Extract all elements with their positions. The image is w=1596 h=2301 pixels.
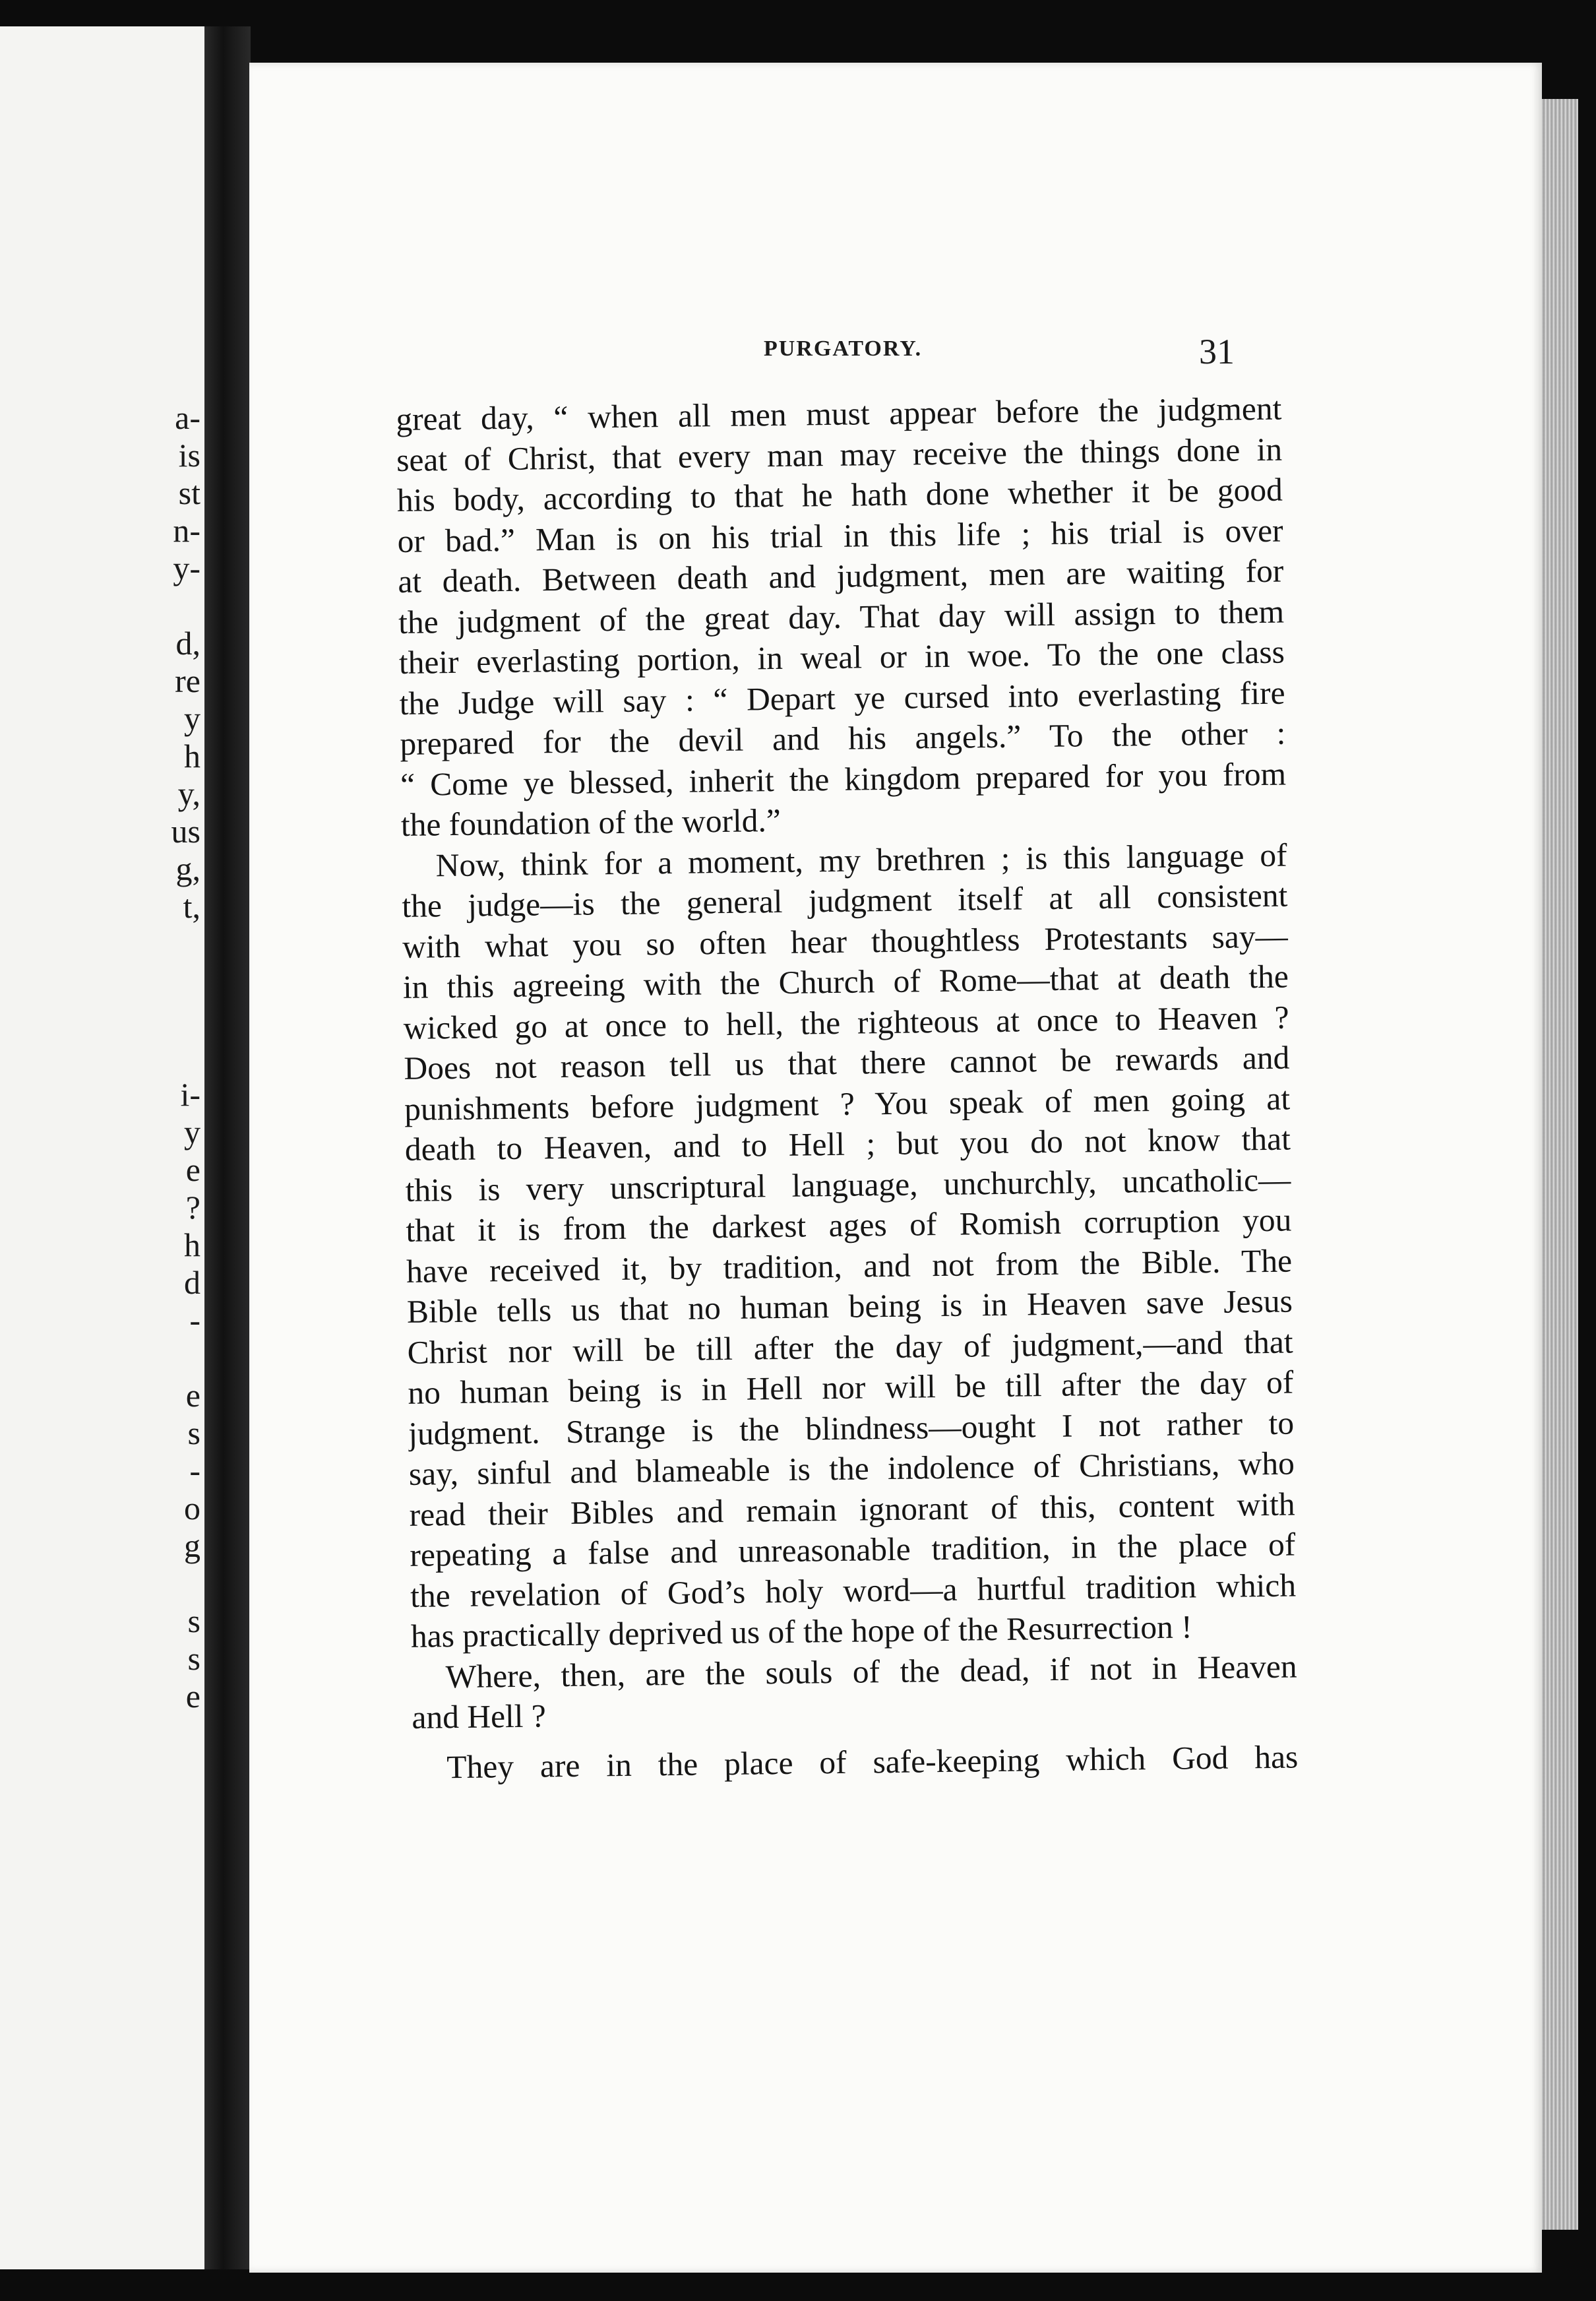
previous-page-text-fragments xyxy=(121,399,200,1715)
text-line: the revelation of God’s holy word—a hurtful tradition which xyxy=(410,1566,1297,1614)
text-line: Now, think for a moment, my brethren ; is this language of xyxy=(435,836,1287,883)
fragment-line: - xyxy=(189,1452,200,1489)
fragment-line xyxy=(121,1038,200,1076)
text-line: read their Bibles and remain ignorant of this, content with xyxy=(409,1485,1295,1533)
fragment-line: y, xyxy=(177,775,200,812)
book-gutter xyxy=(204,26,251,2269)
fragment-line: re xyxy=(175,662,200,699)
paragraph-2 xyxy=(401,835,1297,1656)
text-line: death to Heaven, and to Hell ; but you do not know that xyxy=(404,1120,1291,1168)
fragment-line: h xyxy=(184,738,200,774)
fragment-line: y xyxy=(184,700,200,737)
page-number: 31 xyxy=(1199,332,1235,371)
fragment-line: d, xyxy=(175,625,200,662)
text-line: that it is from the darkest ages of Romish corruption you xyxy=(406,1201,1292,1249)
text-line: the Judge will say : “ Depart ye cursed into everlasting fire xyxy=(399,674,1285,722)
paragraph-1 xyxy=(396,389,1287,846)
fragment-line xyxy=(121,587,200,625)
previous-page xyxy=(0,26,204,2269)
text-line: repeating a false and unreasonable tradition, in the place of xyxy=(410,1526,1296,1573)
fragment-line xyxy=(121,926,200,963)
page-31 xyxy=(249,63,1542,2273)
fragment-line xyxy=(121,1001,200,1038)
text-line: the judgment of the great day. That day will assign to them xyxy=(398,593,1285,641)
paragraph-4 xyxy=(412,1736,1299,1788)
text-line: his body, according to that he hath done whether it be good xyxy=(396,471,1283,519)
fragment-line: o xyxy=(184,1490,200,1527)
text-line: with what you so often hear thoughtless Protestants say— xyxy=(402,918,1289,965)
text-line: have received it, by tradition, and not from the Bible. The xyxy=(406,1242,1293,1290)
text-line: Where, then, are the souls of the dead, if not in Heaven xyxy=(445,1647,1297,1695)
text-line: has practically deprived us of the hope of the Resurrection ! xyxy=(410,1608,1193,1655)
text-line: judgment. Strange is the blindness—ought I not rather to xyxy=(408,1404,1295,1452)
text-line: Christ nor will be till after the day of judgment,—and that xyxy=(407,1323,1293,1371)
fragment-line: s xyxy=(187,1414,200,1451)
fragment-line: e xyxy=(185,1377,200,1414)
fragment-line: e xyxy=(185,1151,200,1188)
fragment-line: d xyxy=(184,1264,200,1301)
text-line: They are in the place of safe-keeping which God has xyxy=(446,1738,1299,1785)
text-line: and Hell ? xyxy=(412,1697,547,1736)
text-line: this is very unscriptural language, unchurchly, uncatholic— xyxy=(405,1161,1291,1209)
fragment-line: ? xyxy=(185,1189,200,1226)
fragment-line: n- xyxy=(173,512,200,549)
fragment-line: st xyxy=(178,474,200,511)
text-line: or bad.” Man is on his trial in this life ; his trial is over xyxy=(397,512,1283,559)
fragment-line: g xyxy=(184,1527,200,1564)
text-line: at death. Between death and judgment, men are waiting for xyxy=(398,552,1284,600)
page-block-edge xyxy=(1542,99,1578,2230)
text-line: punishments before judgment ? You speak of men going at xyxy=(404,1080,1291,1127)
running-head: PURGATORY. xyxy=(764,336,923,361)
text-line: Bible tells us that no human being is in Heaven save Jesus xyxy=(406,1282,1293,1330)
body-text xyxy=(396,389,1299,1788)
fragment-line xyxy=(121,1565,200,1602)
fragment-line: t, xyxy=(183,888,200,925)
text-line: in this agreeing with the Church of Rome—that at death the xyxy=(402,958,1289,1005)
fragment-line: y xyxy=(184,1114,200,1150)
text-line: their everlasting portion, in weal or in woe. To the one class xyxy=(398,633,1285,681)
text-line: seat of Christ, that every man may receive the things done in xyxy=(396,431,1283,478)
fragment-line xyxy=(121,1339,200,1377)
page-header xyxy=(249,332,1542,376)
fragment-line: i- xyxy=(180,1076,200,1113)
fragment-line: s xyxy=(187,1602,200,1639)
text-line: Does not reason tell us that there cannot be rewards and xyxy=(404,1039,1290,1087)
fragment-line: y- xyxy=(173,550,200,586)
fragment-line: g, xyxy=(175,850,200,887)
text-line: “ Come ye blessed, inherit the kingdom prepared for you from xyxy=(400,755,1287,803)
text-line: say, sinful and blameable is the indolence of Christians, who xyxy=(408,1445,1295,1492)
fragment-line: us xyxy=(171,813,200,850)
fragment-line: e xyxy=(185,1678,200,1715)
text-line: no human being is in Hell nor will be till after the day of xyxy=(408,1364,1294,1411)
text-line: the judge—is the general judgment itself at all consistent xyxy=(402,877,1288,924)
text-line: wicked go at once to hell, the righteous at once to Heaven ? xyxy=(403,999,1289,1046)
paragraph-3 xyxy=(411,1646,1297,1738)
fragment-line: - xyxy=(189,1302,200,1339)
fragment-line: a- xyxy=(175,399,200,436)
text-line: the foundation of the world.” xyxy=(400,802,782,843)
fragment-line: s xyxy=(187,1640,200,1677)
fragment-line: h xyxy=(184,1226,200,1263)
text-line: prepared for the devil and his angels.” To the other : xyxy=(400,714,1286,762)
fragment-line: is xyxy=(178,437,200,474)
text-line: great day, “ when all men must appear before the judgment xyxy=(396,390,1282,437)
fragment-line xyxy=(121,963,200,1001)
